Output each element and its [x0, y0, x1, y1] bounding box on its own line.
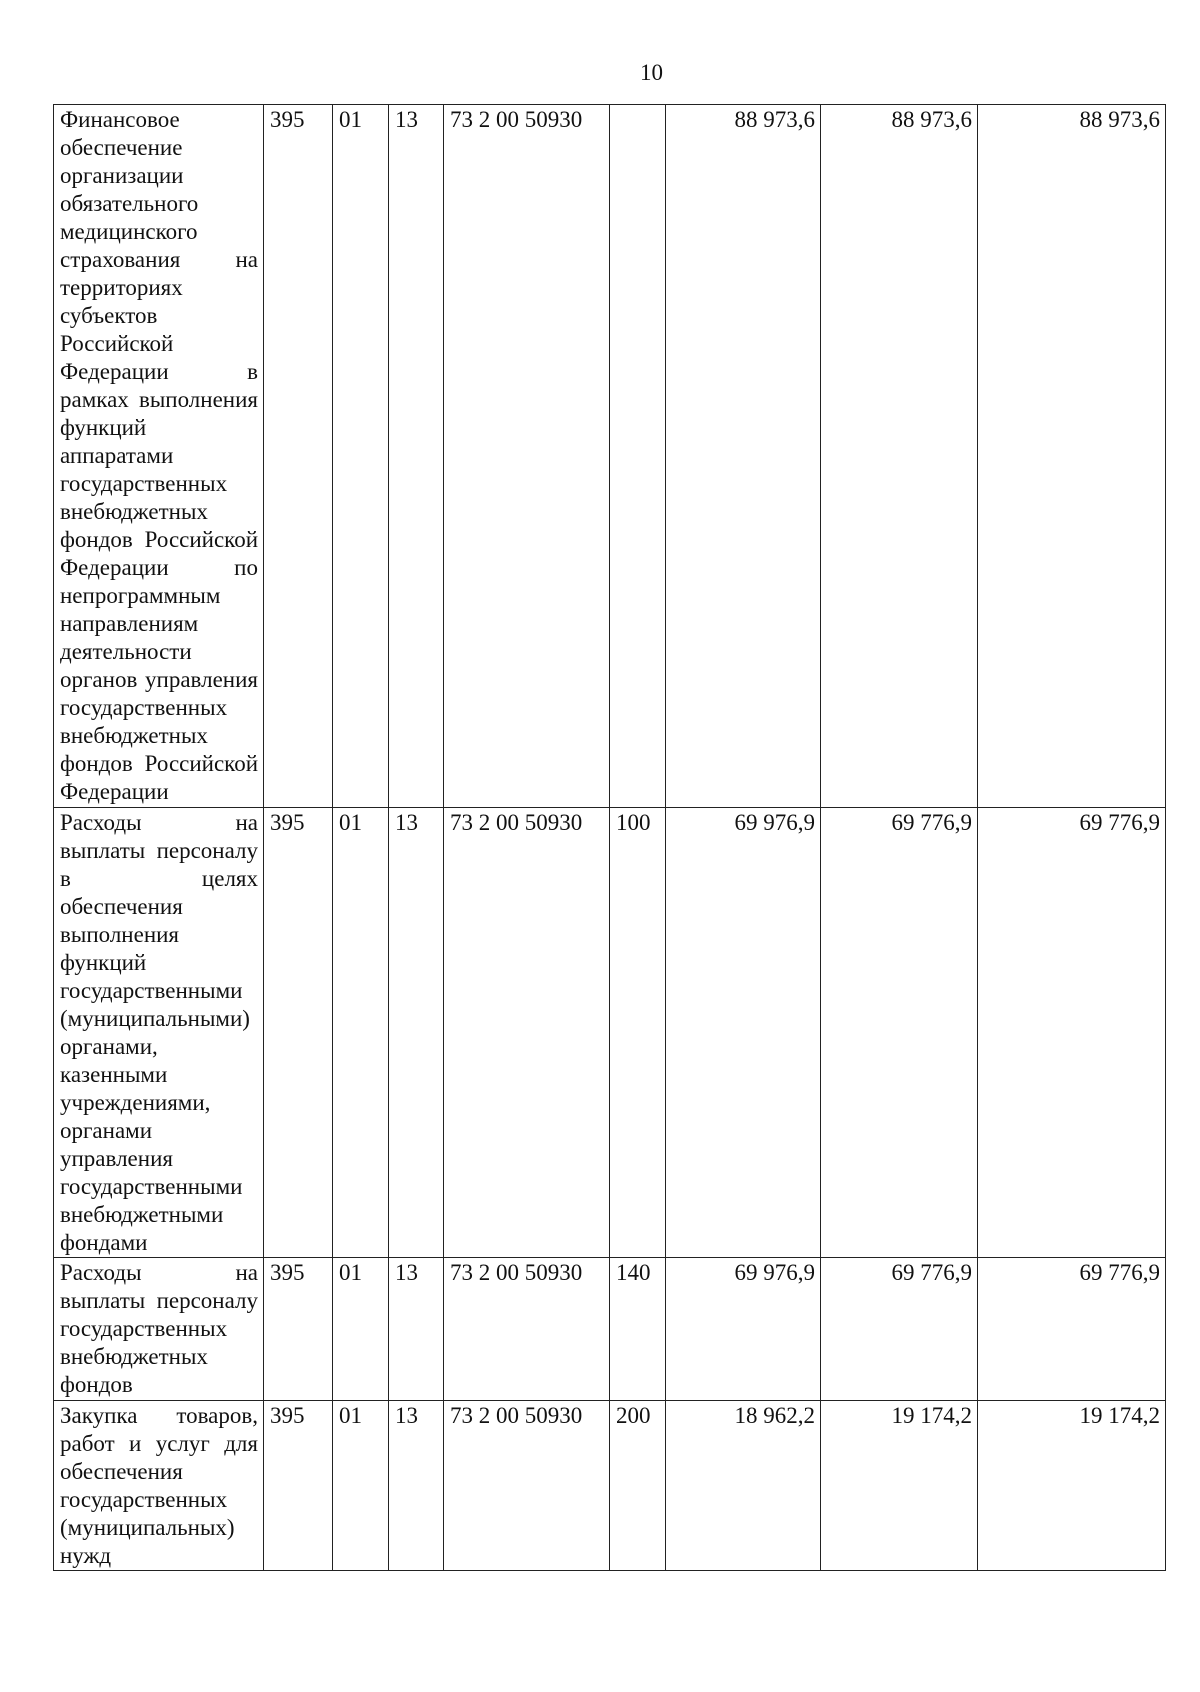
table-row	[54, 1258, 1166, 1401]
subsection-code-cell: 13	[389, 1258, 444, 1401]
budget-table	[53, 104, 1166, 1571]
table-row	[54, 105, 1166, 808]
section-code-cell: 01	[333, 1258, 389, 1401]
expense-type-cell: 140	[610, 1258, 666, 1401]
sum-year2-cell: 88 973,6	[821, 105, 978, 808]
row-name-cell: Закупка товаров, работ и услуг для обеспечения государственных (муниципальных) нужд	[54, 1401, 264, 1571]
target-code-cell: 73 2 00 50930	[444, 105, 610, 808]
subsection-code-cell: 13	[389, 105, 444, 808]
row-name-cell: Расходы на выплаты персоналу в целях обеспечения выполнения функций государственными (муниципальными) органами, казенными учреждениями, органами управления государственными внебюджетными фондами	[54, 808, 264, 1258]
expense-type-cell: 200	[610, 1401, 666, 1571]
target-code-cell: 73 2 00 50930	[444, 1401, 610, 1571]
target-code-cell: 73 2 00 50930	[444, 808, 610, 1258]
section-code-cell: 01	[333, 808, 389, 1258]
sum-year3-cell: 88 973,6	[978, 105, 1166, 808]
ministry-code-cell: 395	[264, 1401, 333, 1571]
sum-year3-cell: 69 776,9	[978, 808, 1166, 1258]
ministry-code-cell: 395	[264, 808, 333, 1258]
section-code-cell: 01	[333, 1401, 389, 1571]
sum-year1-cell: 69 976,9	[666, 808, 821, 1258]
section-code-cell: 01	[333, 105, 389, 808]
row-name-cell: Расходы на выплаты персоналу государственных внебюджетных фондов	[54, 1258, 264, 1401]
expense-type-cell: 100	[610, 808, 666, 1258]
ministry-code-cell: 395	[264, 105, 333, 808]
sum-year2-cell: 69 776,9	[821, 808, 978, 1258]
target-code-cell: 73 2 00 50930	[444, 1258, 610, 1401]
subsection-code-cell: 13	[389, 808, 444, 1258]
sum-year2-cell: 19 174,2	[821, 1401, 978, 1571]
row-name-cell: Финансовое обеспечение организации обязательного медицинского страхования на территориях субъектов Российской Федерации в рамках выполнения функций аппаратами государственных внебюджетных фондов Российской Федерации по непрограммным направлениям деятельности органов управления государственных внебюджетных фондов Российской Федерации	[54, 105, 264, 808]
sum-year1-cell: 69 976,9	[666, 1258, 821, 1401]
sum-year3-cell: 69 776,9	[978, 1258, 1166, 1401]
table-row	[54, 1401, 1166, 1571]
expense-type-cell	[610, 105, 666, 808]
page-number: 10	[640, 60, 663, 85]
subsection-code-cell: 13	[389, 1401, 444, 1571]
sum-year1-cell: 88 973,6	[666, 105, 821, 808]
sum-year1-cell: 18 962,2	[666, 1401, 821, 1571]
ministry-code-cell: 395	[264, 1258, 333, 1401]
sum-year3-cell: 19 174,2	[978, 1401, 1166, 1571]
sum-year2-cell: 69 776,9	[821, 1258, 978, 1401]
table-row	[54, 808, 1166, 1258]
